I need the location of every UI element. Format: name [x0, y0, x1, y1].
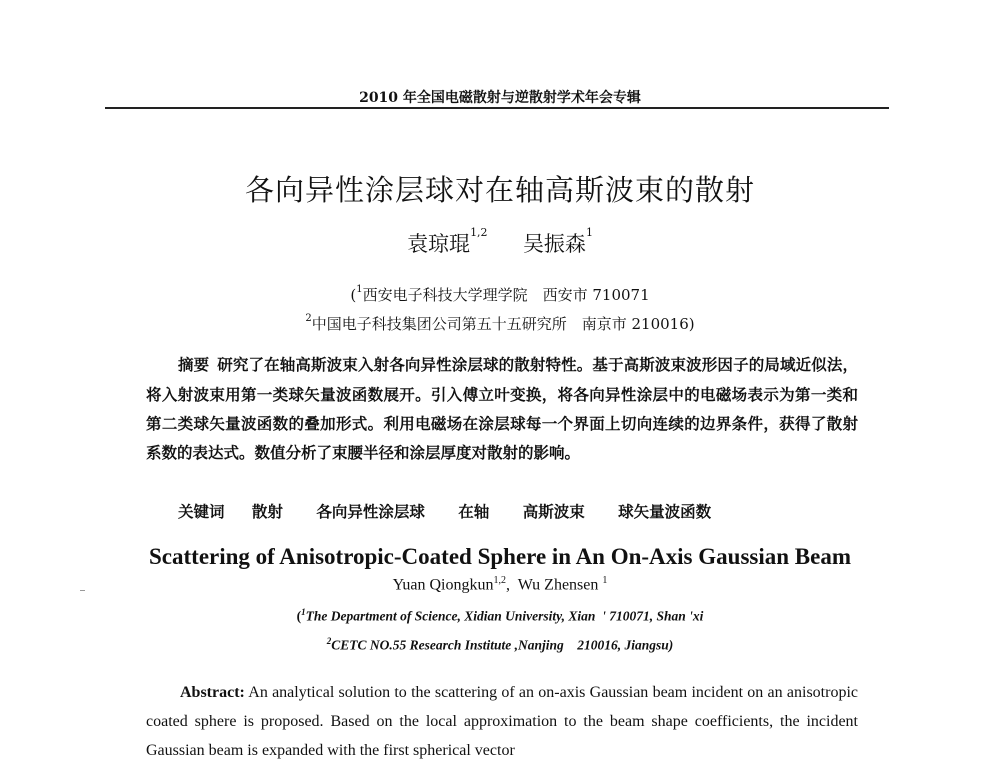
abstract-label: 摘要: [178, 356, 210, 374]
affiliation-mark: 2: [305, 313, 312, 324]
keyword: 散射: [251, 502, 283, 521]
affiliation-text: 中国电子科技集团公司第五十五研究所 南京市 210016): [311, 315, 695, 333]
keyword: 球矢量波函数: [618, 502, 712, 521]
author-name: 袁琼琨: [407, 232, 471, 256]
author-affil-mark: 1: [585, 226, 593, 239]
author-affil-mark: 1,2: [493, 575, 506, 586]
abstract-text: An analytical solution to the scattering of an on-axis Gaussian beam incident on an anisotropic coated sphere is proposed. Based on the local approximation to the beam shape coefficients, the incident Gaussian beam is expanded with the first spherical vector: [146, 684, 859, 759]
header-rule: [105, 107, 889, 109]
chinese-keywords: [178, 500, 729, 522]
english-abstract: [146, 678, 858, 765]
english-affiliation-2: [0, 636, 1000, 654]
chinese-affiliation-1: [0, 284, 1000, 305]
affiliation-open-paren: (: [350, 286, 357, 304]
chinese-affiliation-2: [0, 313, 1000, 334]
keywords-label: 关键词: [178, 503, 225, 521]
author-name: Yuan Qiongkun: [392, 576, 494, 594]
affiliation-text: The Department of Science, Xidian University, Xian ' 710071, Shan 'xi: [305, 608, 704, 624]
keyword: 在轴: [458, 502, 490, 521]
author-name: Wu Zhensen: [517, 576, 599, 594]
affiliation-open-paren: (: [296, 608, 302, 624]
keyword: 各向异性涂层球: [316, 502, 425, 521]
english-title: Scattering of Anisotropic-Coated Sphere in An On-Axis Gaussian Beam: [149, 544, 851, 569]
affiliation-text: 西安电子科技大学理学院 西安市 710071: [362, 286, 650, 304]
affiliation-mark: 1: [356, 284, 363, 295]
author-affil-mark: 1: [602, 575, 608, 586]
english-authors: [0, 575, 1000, 594]
author-separator: ,: [506, 576, 518, 594]
abstract-text: 研究了在轴高斯波束入射各向异性涂层球的散射特性。基于高斯波束波形因子的局域近似法，将入射波束用第一类球矢量波函数展开。引入傅立叶变换，将各向异性涂层中的电磁场表示为第一类和第二类球矢量波函数的叠加形式。利用电磁场在涂层球每一个界面上切向连续的边界条件，获得了散射系数的表达式。数值分析了束腰半径和涂层厚度对散射的影响。: [146, 355, 858, 462]
margin-mark: [80, 590, 85, 591]
affiliation-mark: 2: [326, 636, 332, 646]
chinese-title: 各向异性涂层球对在轴高斯波束的散射: [244, 173, 755, 207]
english-affiliation-1: [0, 607, 1000, 625]
affiliation-text: CETC NO.55 Research Institute ,Nanjing 210016, Jiangsu): [331, 637, 674, 653]
running-header: 2010 年全国电磁散射与逆散射学术年会专辑: [359, 90, 641, 106]
author-affil-mark: 1,2: [470, 226, 488, 239]
chinese-authors: [0, 228, 1000, 258]
abstract-label: Abstract:: [180, 684, 245, 701]
affiliation-mark: 1: [301, 607, 306, 617]
author-name: 吴振森: [522, 232, 586, 256]
keyword: 高斯波束: [522, 502, 585, 521]
chinese-abstract: [146, 350, 858, 467]
